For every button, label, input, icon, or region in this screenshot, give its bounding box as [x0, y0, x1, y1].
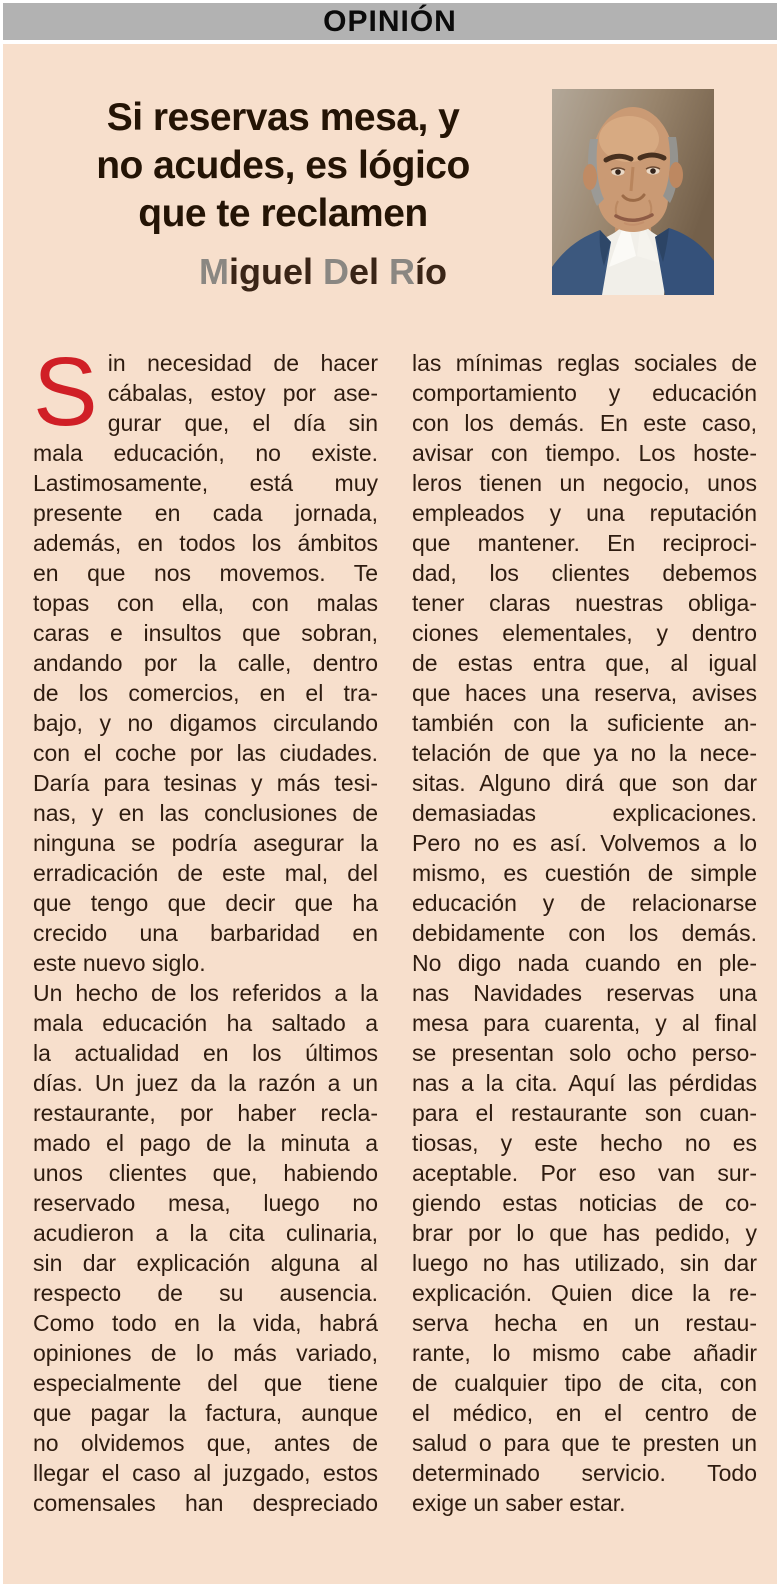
body-line: restaurante, por haber recla- [33, 1100, 378, 1126]
body-line: unos clientes que, habiendo [33, 1160, 378, 1186]
body-line: se presentan solo ocho perso- [412, 1040, 757, 1066]
body-line: andando por la calle, dentro [33, 650, 378, 676]
title-line: no acudes, es lógico [96, 144, 470, 187]
body-line: mado el pago de la minuta a [33, 1130, 378, 1156]
body-line: mismo, es cuestión de simple [412, 860, 757, 886]
body-line: en que nos movemos. Te [33, 560, 378, 586]
body-line: gurar que, el día sin [107, 410, 378, 436]
byline-segment: M [198, 251, 229, 292]
body-line: mala educación ha saltado a [33, 1010, 378, 1036]
body-line: presente en cada jornada, [33, 500, 378, 526]
body-line: empleados y una reputación [412, 500, 757, 526]
body-line: salud o para que te presten un [412, 1430, 757, 1456]
article-body [33, 348, 757, 1518]
title-line: que te reclamen [138, 192, 428, 235]
byline-segment: iguel [228, 251, 323, 292]
body-line: serva hecha en un restau- [412, 1310, 757, 1336]
body-line: bajo, y no digamos circulando [33, 710, 378, 736]
title-line: Si reservas mesa, y [106, 96, 460, 139]
body-line: cábalas, estoy por ase- [107, 380, 378, 406]
body-line: topas con ella, con malas [33, 590, 378, 616]
author-photo [552, 89, 714, 295]
body-line: con los demás. En este caso, [412, 410, 757, 436]
body-line: educación y de relacionarse [412, 890, 757, 916]
section-bar [3, 3, 777, 40]
body-line: también con la suficiente an- [412, 710, 757, 736]
body-line: con el coche por las ciudades. [33, 740, 378, 766]
body-line: este nuevo siglo. [33, 950, 206, 976]
author-portrait-illustration [552, 89, 714, 295]
body-line: que pagar la factura, aunque [33, 1400, 378, 1426]
body-line: tiosas, y este hecho no es [412, 1130, 757, 1156]
body-line: nas, y en las conclusiones de [33, 800, 378, 826]
body-line: días. Un juez da la razón a un [33, 1070, 378, 1096]
body-line: comensales han despreciado [33, 1490, 378, 1516]
byline-segment: el [348, 251, 390, 292]
article-title [33, 94, 533, 238]
body-line: acudieron a la cita culinaria, [33, 1220, 378, 1246]
body-line: de estas entra que, al igual [412, 650, 757, 676]
body-line: el médico, en el centro de [412, 1400, 757, 1426]
body-line: aceptable. Por eso van sur- [412, 1160, 757, 1186]
body-line: ninguna se podría asegurar la [33, 830, 378, 856]
body-line: que mantener. En reciproci- [412, 530, 757, 556]
body-line: que haces una reserva, avises [412, 680, 757, 706]
body-line: crecido una barbaridad en [33, 920, 378, 946]
body-line: telación de que ya no la nece- [412, 740, 757, 766]
body-line: luego no has utilizado, sin dar [412, 1250, 757, 1276]
body-line: explicación. Quien dice la re- [412, 1280, 757, 1306]
body-line: sin dar explicación alguna al [33, 1250, 378, 1276]
byline [73, 252, 573, 292]
body-line: leros tienen un negocio, unos [412, 470, 757, 496]
body-line: rante, lo mismo cabe añadir [412, 1340, 757, 1366]
body-line: Como todo en la vida, habrá [33, 1310, 378, 1336]
body-line: Lastimosamente, está muy [33, 470, 378, 496]
body-line: erradicación de este mal, del [33, 860, 378, 886]
body-line: opiniones de lo más variado, [33, 1340, 378, 1366]
body-line: mesa para cuarenta, y al final [412, 1010, 757, 1036]
body-column-left [33, 348, 378, 1518]
body-line: Daría para tesinas y más tesi- [33, 770, 378, 796]
body-line: No digo nada cuando en ple- [412, 950, 757, 976]
body-line: llegar el caso al juzgado, estos [33, 1460, 378, 1486]
drop-cap: S [33, 348, 98, 446]
body-line: las mínimas reglas sociales de [412, 350, 757, 376]
body-line: de cualquier tipo de cita, con [412, 1370, 757, 1396]
byline-segment: ío [415, 251, 448, 292]
body-line: respecto de su ausencia. [33, 1280, 378, 1306]
body-line: que tengo que decir que ha [33, 890, 378, 916]
body-line: Pero no es así. Volvemos a lo [412, 830, 757, 856]
body-line: dad, los clientes debemos [412, 560, 757, 586]
body-line: exige un saber estar. [412, 1490, 626, 1516]
body-line: nas Navidades reservas una [412, 980, 757, 1006]
body-line: nas a la cita. Aquí las pérdidas [412, 1070, 757, 1096]
body-line: demasiadas explicaciones. [412, 800, 757, 826]
body-line: comportamiento y educación [412, 380, 757, 406]
section-label: OPINIÓN [323, 4, 457, 38]
body-line: para el restaurante son cuan- [412, 1100, 757, 1126]
body-column-right [412, 348, 757, 1518]
body-line: avisar con tiempo. Los hoste- [412, 440, 757, 466]
body-line: in necesidad de hacer [107, 350, 378, 376]
body-line: Un hecho de los referidos a la [33, 980, 378, 1006]
body-line: no olvidemos que, antes de [33, 1430, 378, 1456]
article-content [3, 44, 777, 1584]
body-line: reservado mesa, luego no [33, 1190, 378, 1216]
body-line: la actualidad en los últimos [33, 1040, 378, 1066]
body-line: mala educación, no existe. [33, 440, 378, 466]
body-line: brar por lo que has pedido, y [412, 1220, 757, 1246]
body-line: caras e insultos que sobran, [33, 620, 378, 646]
body-line: ciones elementales, y dentro [412, 620, 757, 646]
body-line: de los comercios, en el tra- [33, 680, 378, 706]
body-line: determinado servicio. Todo [412, 1460, 757, 1486]
body-line: tener claras nuestras obliga- [412, 590, 757, 616]
body-line: sitas. Alguno dirá que son dar [412, 770, 757, 796]
body-line: además, en todos los ámbitos [33, 530, 378, 556]
body-line: giendo estas noticias de co- [412, 1190, 757, 1216]
byline-segment: D [322, 251, 349, 292]
body-line: debidamente con los demás. [412, 920, 757, 946]
body-line: especialmente del que tiene [33, 1370, 378, 1396]
byline-segment: R [389, 251, 416, 292]
